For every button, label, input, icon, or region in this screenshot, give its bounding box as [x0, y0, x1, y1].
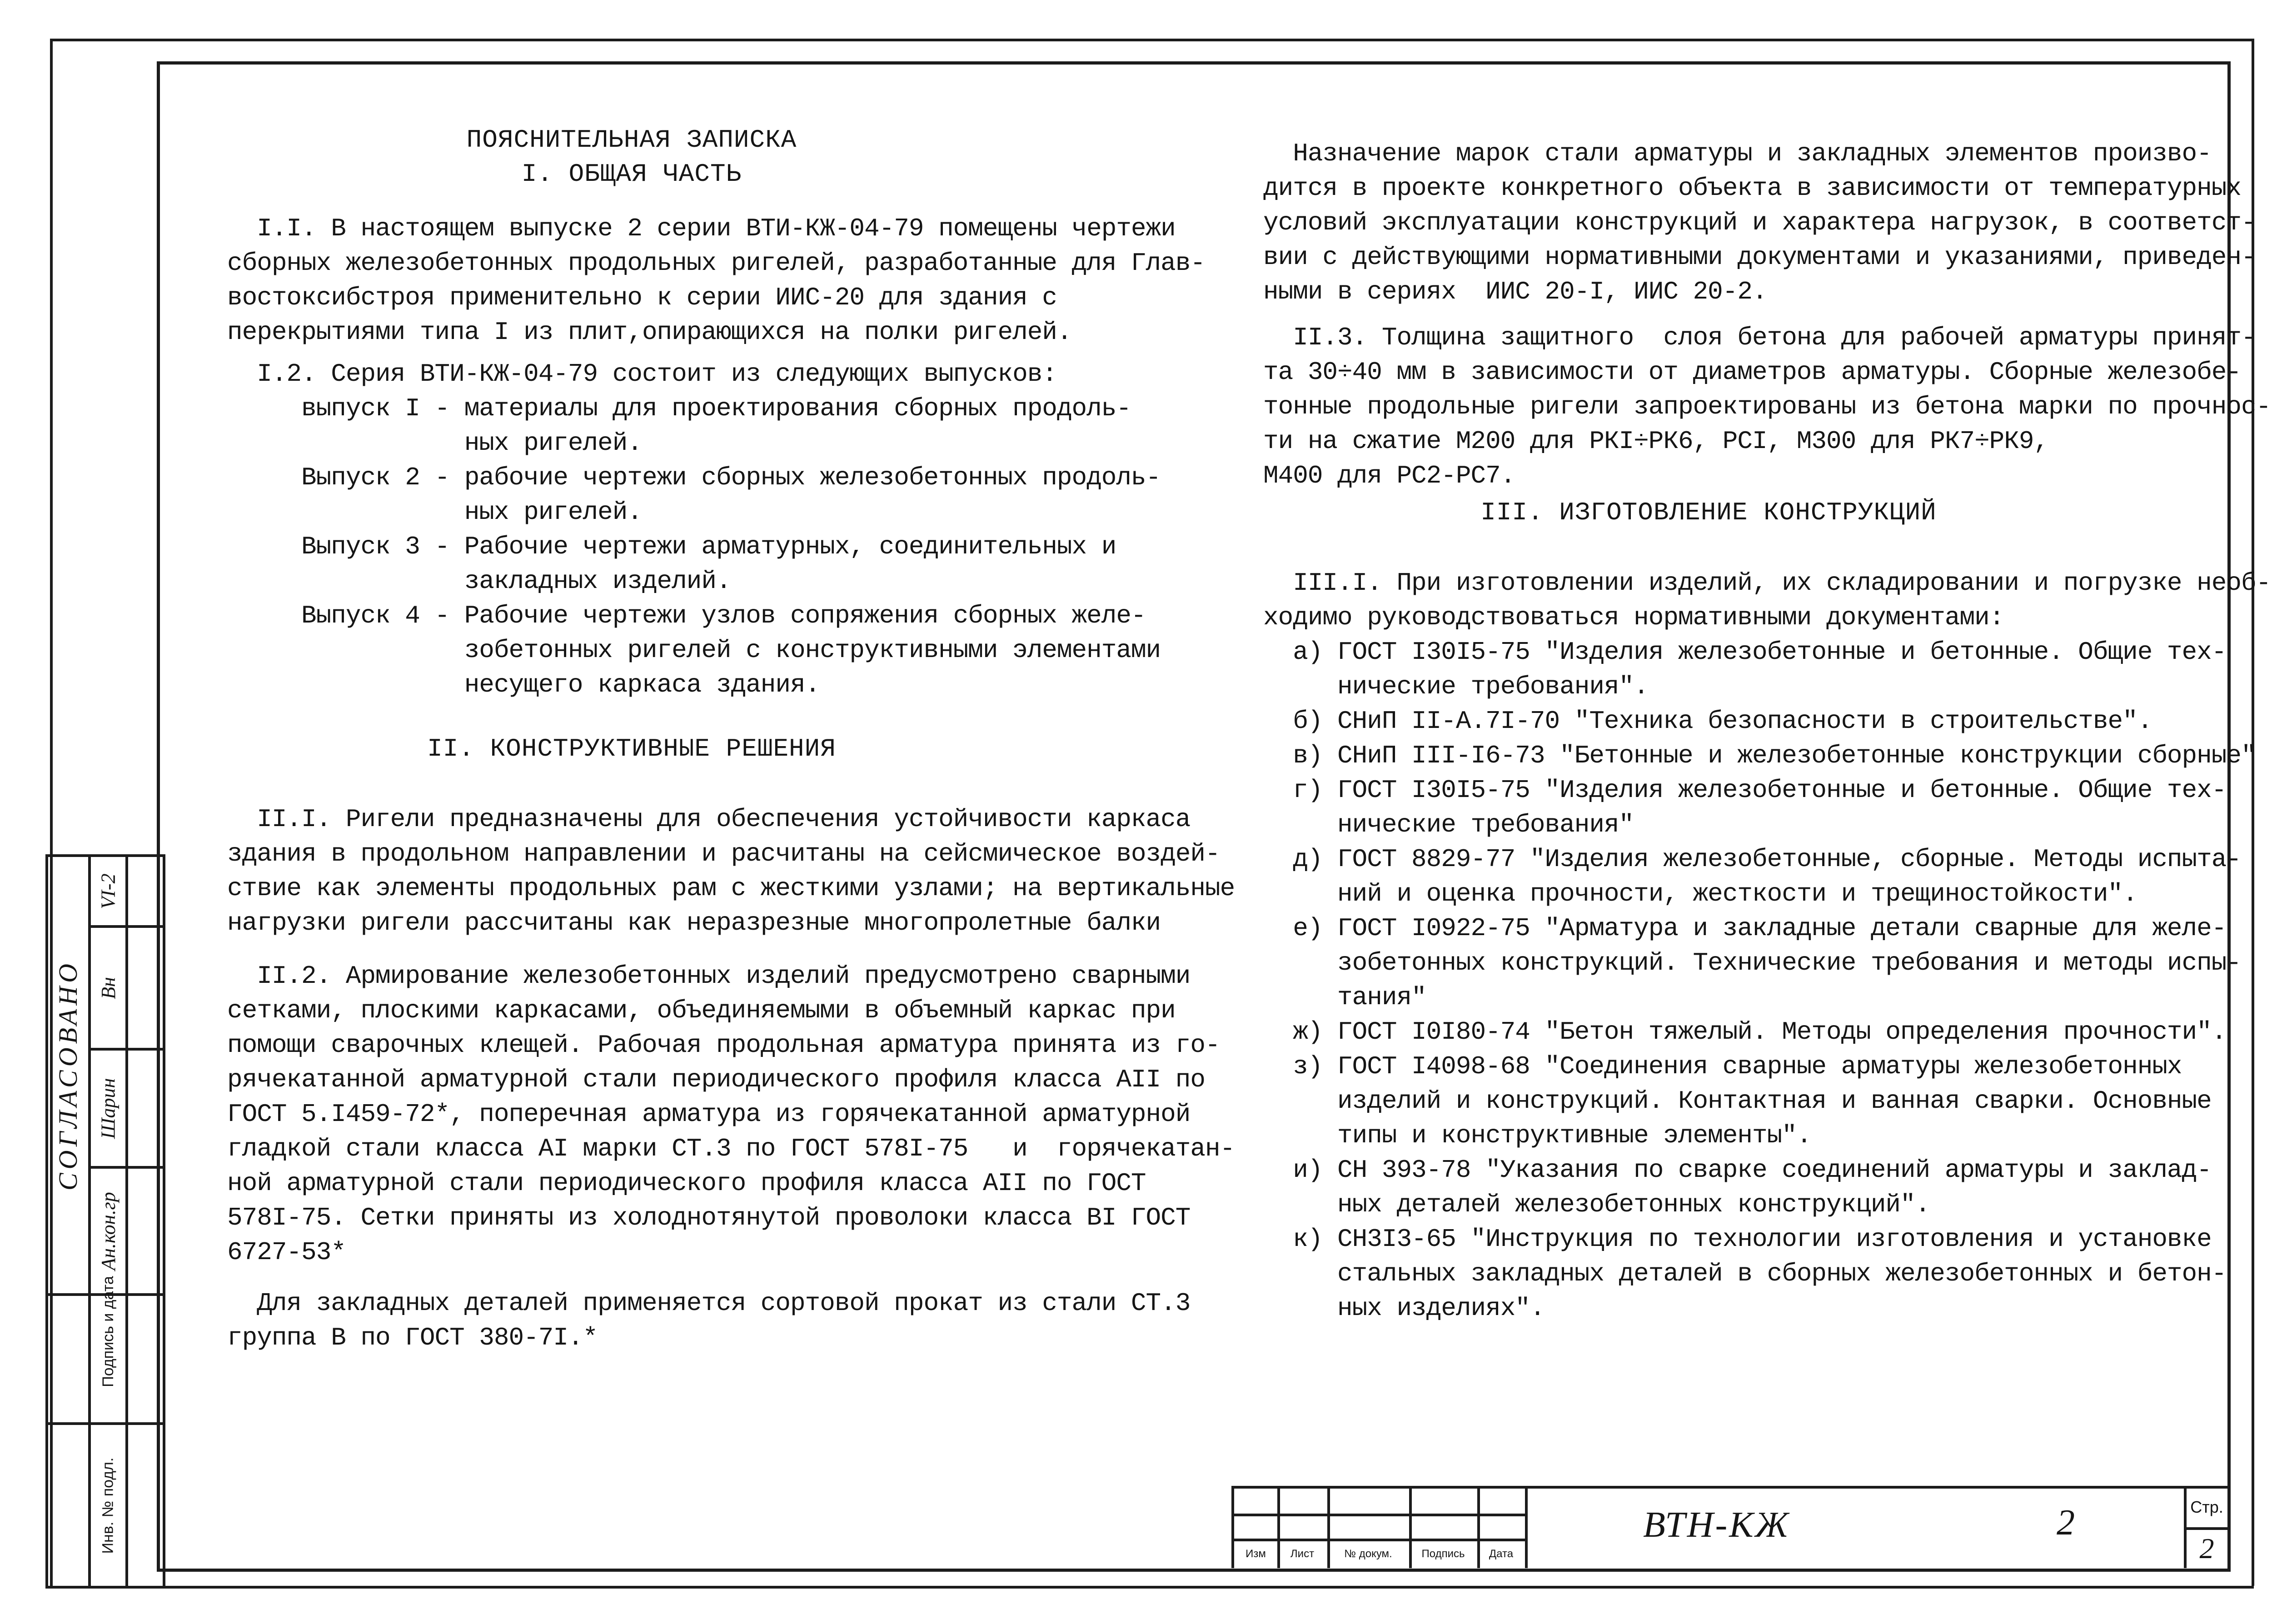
stamp-name2-cell	[91, 1051, 125, 1166]
paragraph-2-2: II.2. Армирование железобетонных изделий предусмотрено сварными сетками, плоскими каркасами, объединяемыми в объемный каркас при помощи сварочных клещей. Рабочая продольная арматура принята из го- рячекатанной арматурной стали периодического профиля класса АII по ГОСТ 5.I459-72*, поперечная арматура из горячекатанной арматурной гладкой стали класса АI марки СТ.3 по ГОСТ 578I-75 и горячекатан- ной арматурной стали периодического профиля класса АII по ГОСТ 578I-75. Сетки приняты из холоднотянутой проволоки класса ВI ГОСТ 6727-53*	[227, 961, 1235, 1267]
stamp-divider	[125, 857, 128, 1293]
tb-row-line	[2184, 1527, 2230, 1530]
stamp-title-cell	[48, 857, 88, 1293]
margin-stamp	[45, 854, 165, 1296]
paragraph-right-1: Назначение марок стали арматуры и закладных элементов произво- дится в проекте конкретного объекта в зависимости от температурных условий эксплуатации конструкций и характера нагрузок, в соответст- вии с действующими нормативными документами и указаниями, приведен- ными в сериях ИИС 20-I, ИИС 20-2.	[1263, 139, 2256, 306]
tb-col-izm: Изм	[1246, 1548, 1266, 1560]
tb-col-sign: Подпись	[1421, 1548, 1465, 1560]
inv-cell	[91, 1425, 125, 1586]
tb-row-line	[1234, 1514, 1525, 1516]
stamp-sign-cell	[91, 928, 125, 1048]
margin-fields	[45, 1240, 165, 1589]
tb-page-value: 2	[2199, 1532, 2214, 1564]
document-title: ПОЯСНИТЕЛЬНАЯ ЗАПИСКА	[466, 125, 797, 154]
inv-label: Инв. № подл.	[99, 1457, 117, 1554]
outer-frame-top	[50, 39, 2254, 41]
tb-row-line	[1234, 1539, 1525, 1541]
paragraph-3-1: III.I. При изготовлении изделий, их складировании и погрузке необ- ходимо руководствоваться нормативными документами: а) ГОСТ I30I5-75 "Изделия железобетонные и бетонные. Общие тех- нические требования". б) СНиП II-А.7I-70 "Техника безопасности в строительстве". в) СНиП III-I6-73 "Бетонные и железобетонные конструкции сборные" г) ГОСТ I30I5-75 "Изделия железобетонные и бетонные. Общие тех- нические требования" д) ГОСТ 8829-77 "Изделия железобетонные, сборные. Методы испыта- ний и оценка прочности, жесткости и трещиностойкости". е) ГОСТ I0922-75 "Арматура и закладные детали сварные для желе- зобетонных конструкций. Технические требования и методы испы- тания" ж) ГОСТ I0I80-74 "Бетон тяжелый. Методы определения прочности". з) ГОСТ I4098-68 "Соединения сварные арматуры железобетонных изделий и конструкций. Контактная и ванная сварки. Основные типы и конструктивные элементы". и) СН 393-78 "Указания по сварке соединений арматуры и заклад- ных деталей железобетонных конструкций". к) СН3I3-65 "Инструкция по технологии изготовления и установке стальных закладных деталей в сборных железобетонных и бетон- ных изделиях".	[1263, 568, 2271, 1323]
stamp-position: Ан.кон.гр	[97, 1191, 120, 1270]
section-3-heading: III. ИЗГОТОВЛЕНИЕ КОНСТРУКЦИЙ	[1480, 498, 1937, 527]
stamp-ref: VI-2	[97, 873, 120, 909]
paragraph-2-3-thickness: II.3. Толщина защитного слоя бетона для рабочей арматуры принят- та 30÷40 мм в зависимости от диаметров арматуры. Сборные железобе- тонные продольные ригели запроектированы из бетона марки по прочнос- ти на сжатие М200 для РКI÷РК6, РСI, М300 для РК7÷РК9, М400 для РС2-РС7.	[1263, 323, 2271, 490]
section-1-heading: I. ОБЩАЯ ЧАСТЬ	[521, 159, 742, 189]
paragraph-2-1: II.I. Ригели предназначены для обеспечения устойчивости каркаса здания в продольном направлении и расчитаны на сейсмическое воздей- ствие как элементы продольных рам с жесткими узлами; на вертикальные нагрузки ригели рассчитаны как неразрезные многопролетные балки	[227, 805, 1235, 937]
tb-page-label: Стр.	[2190, 1498, 2223, 1516]
paragraph-1-1: I.I. В настоящем выпуске 2 серии ВТИ-КЖ-04-79 помещены чертежи сборных железобетонных продольных ригелей, разработанные для Глав- востоксибстроя применительно к серии ИИС-20 для здания с перекрытиями типа I из плит,опирающихся на полки ригелей.	[227, 214, 1205, 347]
tb-col-list: Лист	[1290, 1548, 1315, 1560]
paragraph-1-2: I.2. Серия ВТИ-КЖ-04-79 состоит из следующих выпусков: выпуск I - материалы для проектирования сборных продоль- ных ригелей. Выпуск 2 - рабочие чертежи сборных железобетонных продоль- ных ригелей. Выпуск 3 - Рабочие чертежи арматурных, соединительных и закладных изделий. Выпуск 4 - Рабочие чертежи узлов сопряжения сборных желе- зобетонных ригелей с конструктивными элементами несущего каркаса здания.	[257, 359, 1161, 699]
sign-date-label: Подпись и дата	[99, 1275, 117, 1387]
margin-field-divider	[125, 1240, 128, 1586]
tb-divider	[1525, 1489, 1528, 1568]
stamp-signature: Вн	[97, 976, 120, 999]
tb-doc-number: 2	[2057, 1503, 2075, 1543]
tb-doc-code: ВТН-КЖ	[1643, 1505, 1790, 1545]
sign-date-cell	[91, 1240, 125, 1422]
outer-frame-bottom	[45, 1586, 2254, 1589]
stamp-name: Шарин	[97, 1078, 120, 1139]
stamp-title: СОГЛАСОВАНО	[53, 960, 83, 1191]
title-block	[1231, 1486, 2230, 1568]
stamp-ref-cell	[91, 857, 125, 925]
tb-col-date: Дата	[1489, 1548, 1514, 1560]
section-2-heading: II. КОНСТРУКТИВНЫЕ РЕШЕНИЯ	[427, 734, 836, 763]
paragraph-2-3: Для закладных деталей применяется сортовой прокат из стали СТ.3 группа В по ГОСТ 380-7I.*	[227, 1289, 1191, 1352]
tb-col-doc: № докум.	[1344, 1548, 1392, 1560]
